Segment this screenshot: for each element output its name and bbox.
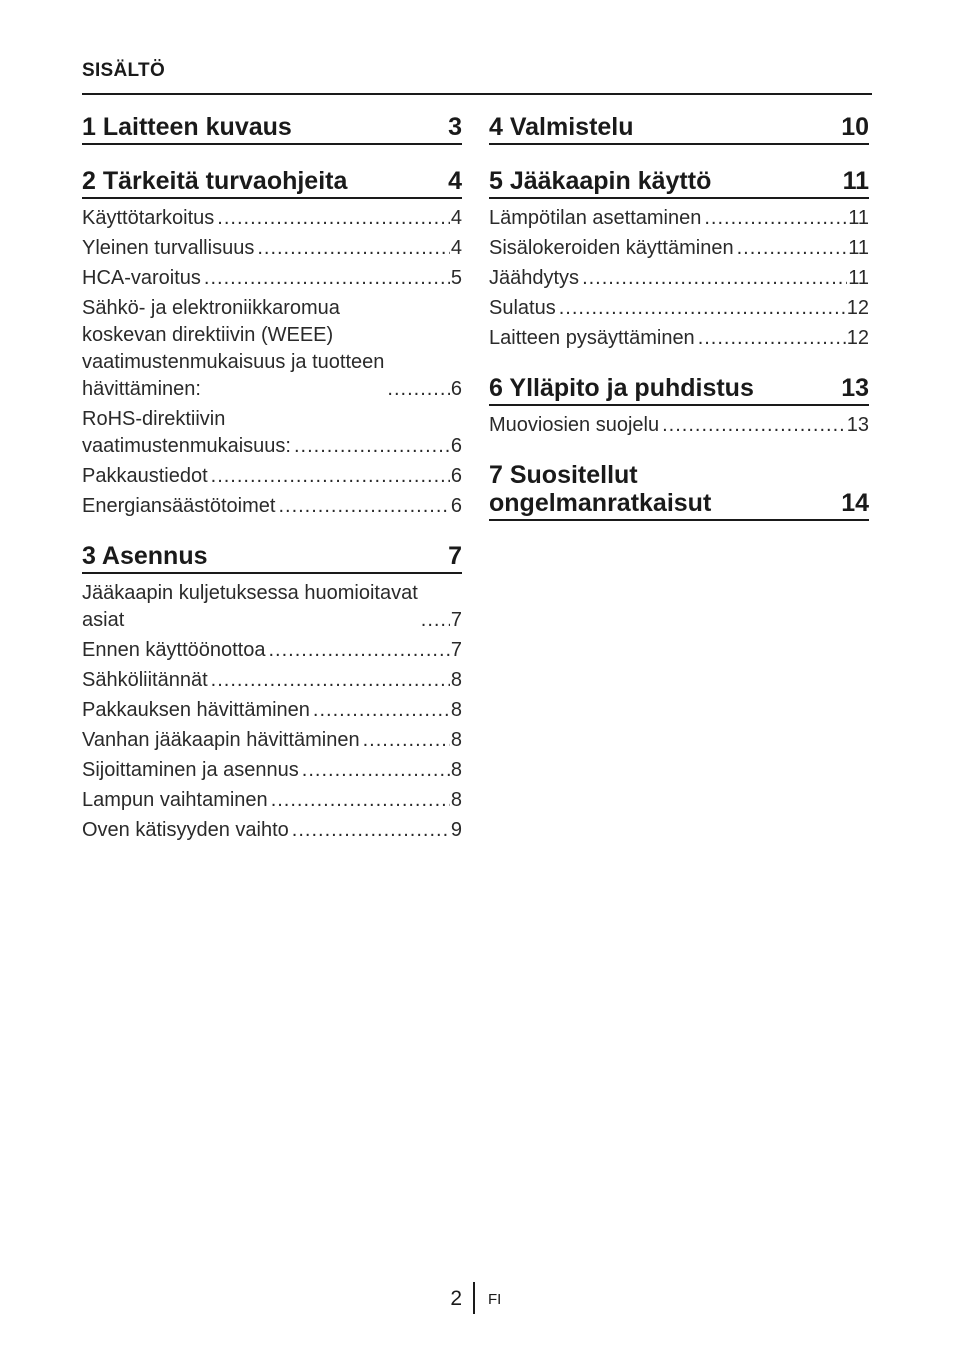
toc-entry[interactable] [82, 697, 462, 724]
dot-leader [271, 787, 450, 814]
entry-label: Sisälokeroiden käyttäminen [489, 237, 734, 259]
section-title: 3 Asennus [82, 542, 208, 570]
entry-page-number: 8 [450, 669, 462, 691]
entry-label: HCA-varoitus [82, 267, 201, 289]
dot-leader [582, 265, 847, 292]
dot-leader [292, 817, 450, 844]
entry-label: Sijoittaminen ja asennus [82, 759, 299, 781]
entry-page-number: 8 [450, 729, 462, 751]
entry-label: Ennen käyttöönottoa [82, 639, 266, 661]
entry-page-number: 13 [846, 414, 869, 436]
dot-leader [363, 727, 450, 754]
toc-entry[interactable] [82, 463, 462, 490]
toc-section-heading[interactable] [82, 167, 462, 199]
toc-section-2 [82, 167, 462, 520]
dot-leader [559, 295, 846, 322]
entry-label: Sulatus [489, 297, 556, 319]
dot-leader [737, 235, 848, 262]
toc-entry[interactable] [489, 325, 869, 352]
dot-leader [211, 463, 450, 490]
dot-leader [278, 493, 449, 520]
entry-page-number: 8 [450, 759, 462, 781]
toc-entry[interactable] [82, 295, 462, 403]
entry-page-number: 8 [450, 789, 462, 811]
toc-section-heading[interactable] [489, 167, 869, 199]
dot-leader [662, 412, 846, 439]
toc-entry[interactable] [82, 493, 462, 520]
entry-label: Oven kätisyyden vaihto [82, 819, 289, 841]
section-page-number: 10 [841, 113, 869, 141]
entry-label: Laitteen pysäyttäminen [489, 327, 695, 349]
section-page-number: 3 [448, 113, 462, 141]
toc-section-6 [489, 374, 869, 439]
section-title: 4 Valmistelu [489, 113, 634, 141]
toc-column-left [82, 113, 462, 866]
toc-section-7 [489, 461, 869, 521]
footer-divider [473, 1282, 475, 1314]
section-title: 7 Suositellut ongelmanratkaisut [489, 461, 712, 517]
entry-page-number: 12 [846, 297, 869, 319]
entry-page-number: 12 [846, 327, 869, 349]
dot-leader [313, 697, 450, 724]
entry-page-number: 5 [450, 267, 462, 289]
section-title: 5 Jääkaapin käyttö [489, 167, 712, 195]
entry-page-number: 9 [450, 819, 462, 841]
section-page-number: 13 [841, 374, 869, 402]
dot-leader [302, 757, 450, 784]
section-title: 2 Tärkeitä turvaohjeita [82, 167, 348, 195]
dot-leader [268, 637, 449, 664]
section-page-number: 11 [842, 167, 869, 195]
entry-page-number: 7 [450, 639, 462, 661]
entry-label: Sähkö- ja elektroniikkaromua koskevan direktiivin (WEEE) vaatimustenmukaisuus ja tuotteen hävittäminen: [82, 297, 385, 400]
entry-label: Sähköliitännät [82, 669, 208, 691]
entry-page-number: 6 [450, 435, 462, 457]
entry-page-number: 11 [848, 207, 869, 229]
toc-entry[interactable] [82, 667, 462, 694]
toc-column-right [489, 113, 869, 543]
entry-label: Pakkaustiedot [82, 465, 208, 487]
toc-entry[interactable] [82, 406, 462, 460]
toc-section-heading[interactable] [82, 113, 462, 145]
dot-leader [257, 235, 450, 262]
toc-section-4 [489, 113, 869, 145]
dot-leader [698, 325, 846, 352]
toc-entry[interactable] [82, 265, 462, 292]
toc-section-heading[interactable] [489, 374, 869, 406]
entry-page-number: 6 [450, 465, 462, 487]
toc-entry[interactable] [489, 265, 869, 292]
toc-section-1 [82, 113, 462, 145]
dot-leader [217, 205, 450, 232]
toc-entry[interactable] [82, 817, 462, 844]
toc-section-heading[interactable] [82, 542, 462, 574]
section-page-number: 4 [448, 167, 462, 195]
entry-page-number: 6 [450, 378, 462, 400]
header-divider [82, 93, 872, 95]
footer-page-number: 2 [450, 1287, 462, 1310]
dot-leader [387, 376, 449, 403]
toc-entry[interactable] [82, 757, 462, 784]
section-title: 1 Laitteen kuvaus [82, 113, 292, 141]
toc-entry[interactable] [82, 205, 462, 232]
entry-label: Jäähdytys [489, 267, 580, 289]
entry-page-number: 11 [848, 237, 869, 259]
entry-label: Käyttötarkoitus [82, 207, 215, 229]
entry-label: Yleinen turvallisuus [82, 237, 255, 259]
entry-label: Vanhan jääkaapin hävittäminen [82, 729, 360, 751]
toc-entry[interactable] [82, 580, 462, 634]
entry-label: RoHS-direktiivin vaatimustenmukaisuus: [82, 408, 291, 457]
entry-page-number: 7 [450, 609, 462, 631]
toc-section-5 [489, 167, 869, 352]
entry-label: Jääkaapin kuljetuksessa huomioitavat asiat [82, 582, 418, 631]
entry-page-number: 8 [450, 699, 462, 721]
dot-leader [704, 205, 847, 232]
toc-entry[interactable] [82, 235, 462, 262]
toc-entry[interactable] [489, 205, 869, 232]
dot-leader [421, 607, 450, 634]
toc-entry[interactable] [489, 412, 869, 439]
toc-entry[interactable] [489, 295, 869, 322]
entry-label: Muoviosien suojelu [489, 414, 660, 436]
entry-page-number: 4 [450, 207, 462, 229]
entry-label: Lampun vaihtaminen [82, 789, 268, 811]
section-page-number: 14 [841, 489, 869, 517]
section-page-number: 7 [448, 542, 462, 570]
toc-entry[interactable] [82, 727, 462, 754]
entry-label: Pakkauksen hävittäminen [82, 699, 310, 721]
entry-label: Energiansäästötoimet [82, 495, 276, 517]
toc-section-heading[interactable] [489, 461, 869, 521]
entry-label: Lämpötilan asettaminen [489, 207, 702, 229]
entry-page-number: 6 [450, 495, 462, 517]
dot-leader [211, 667, 450, 694]
toc-entry[interactable] [489, 235, 869, 262]
page-title: SISÄLTÖ [82, 60, 166, 81]
toc-entry[interactable] [82, 637, 462, 664]
toc-entry[interactable] [82, 787, 462, 814]
dot-leader [204, 265, 450, 292]
toc-section-heading[interactable] [489, 113, 869, 145]
footer-language-code: FI [488, 1291, 502, 1308]
entry-page-number: 4 [450, 237, 462, 259]
section-title: 6 Ylläpito ja puhdistus [489, 374, 754, 402]
toc-section-3 [82, 542, 462, 844]
entry-page-number: 11 [848, 267, 869, 289]
dot-leader [294, 433, 450, 460]
